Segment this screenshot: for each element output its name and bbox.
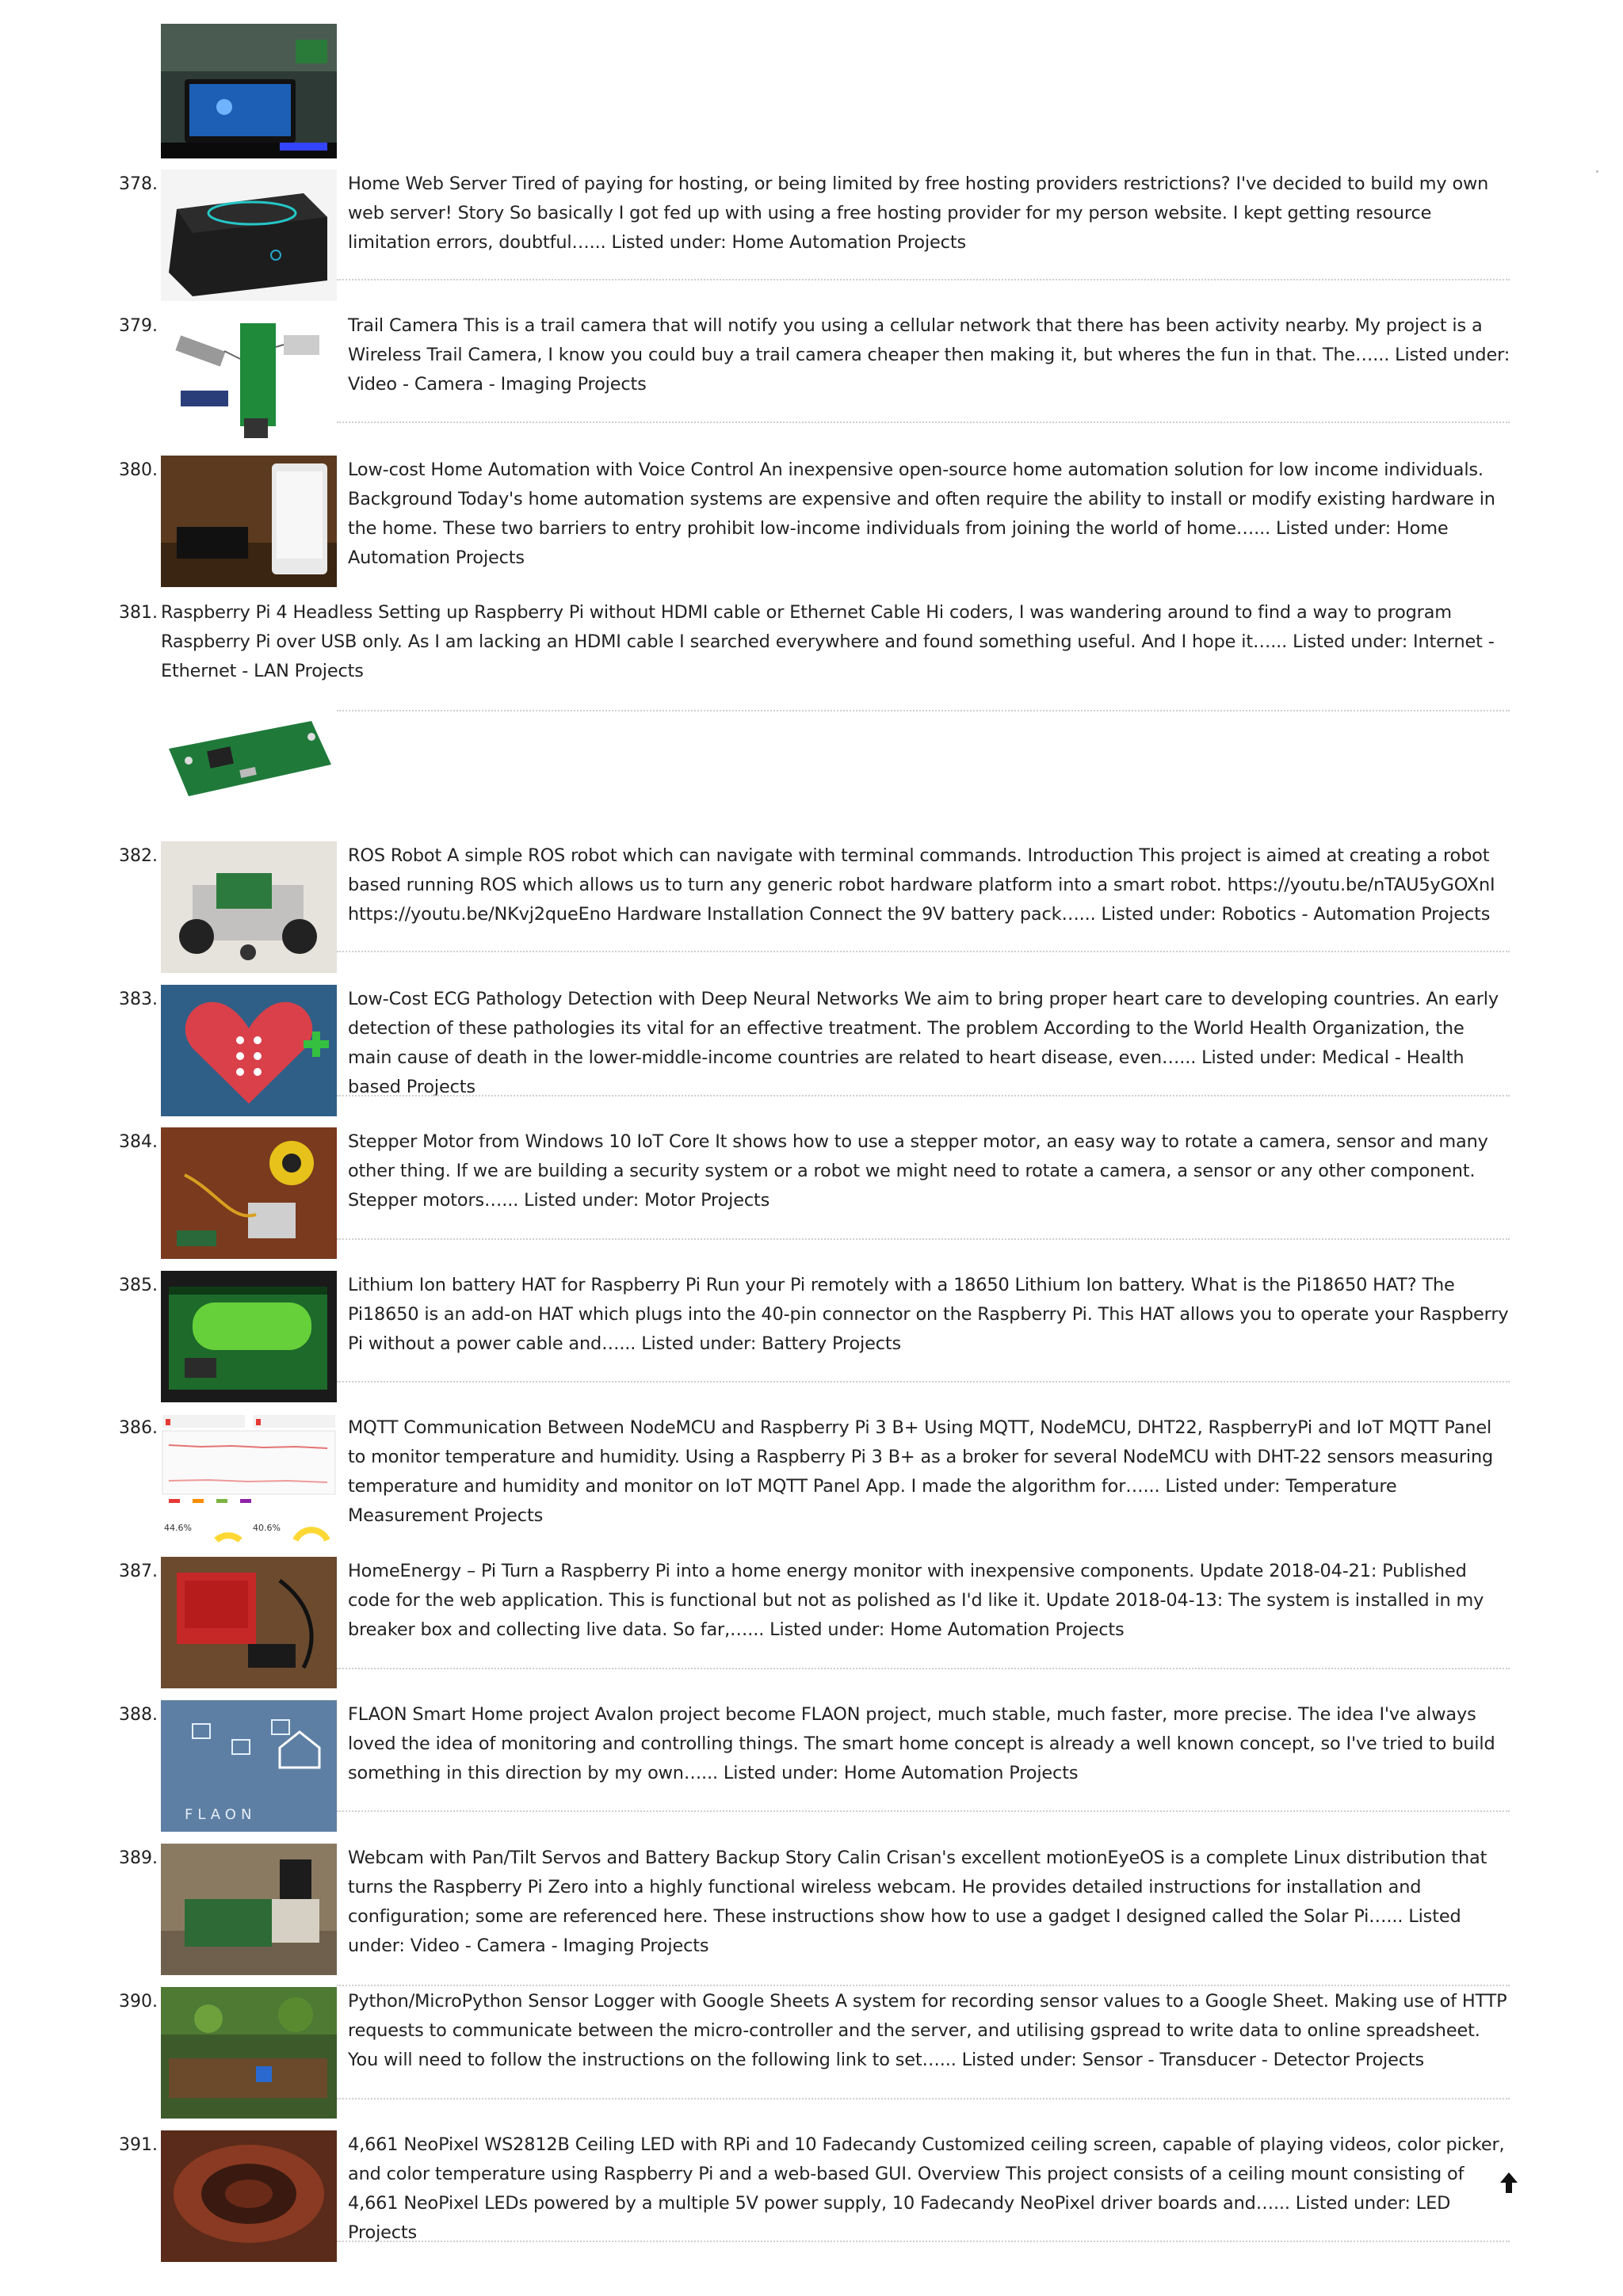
list-item-number: 391.	[119, 2135, 158, 2155]
decorative-dot	[1596, 170, 1598, 173]
project-thumbnail[interactable]	[161, 1987, 337, 2119]
list-item-description: ROS Robot A simple ROS robot which can navigate with terminal commands. Introduction This project is aimed at creating a robot based running ROS which allows us to turn any generic robot hardware platform into a smart robot. https://youtu.be/nTAU5yGOXnI https://youtu.be/NKvj2queEno Hardware Installation Connect the 9V battery pack…... Listed under: Robotics - Automation Projects	[348, 845, 1495, 925]
list-item-description: Raspberry Pi 4 Headless Setting up Raspberry Pi without HDMI cable or Ethernet Cable Hi coders, I was wandering around to find a way to program Raspberry Pi over USB only. As I am lacking an HDMI cable I searched everywhere and found something useful. And I hope it…... Listed under: Internet - Ethernet - LAN Projects	[161, 602, 1495, 681]
list-item-number: 390.	[119, 1992, 158, 2012]
list-item-number: 378.	[119, 174, 158, 194]
list-item-description: Trail Camera This is a trail camera that will notify you using a cellular network that there has been activity nearby. My project is a Wireless Trail Camera, I know you could buy a trail camera cheaper then making it, but wheres the fun in that. The…... Listed under: Video - Camera - Imaging Projects	[348, 315, 1510, 395]
project-thumbnail[interactable]	[161, 985, 337, 1116]
item-divider	[337, 279, 1510, 280]
project-thumbnail[interactable]	[161, 1413, 337, 1545]
project-thumbnail[interactable]	[161, 456, 337, 587]
list-item-description: Lithium Ion battery HAT for Raspberry Pi Run your Pi remotely with a 18650 Lithium Ion battery. What is the Pi18650 HAT? The Pi18650 is an add-on HAT which plugs into the 40-pin connector on the Raspberry Pi. This HAT allows you to operate your Raspberry Pi without a power cable and…... Listed under: Battery Projects	[348, 1275, 1509, 1354]
item-divider	[337, 1985, 1510, 1986]
item-divider	[337, 710, 1510, 711]
list-item-description: 4,661 NeoPixel WS2812B Ceiling LED with RPi and 10 Fadecandy Customized ceiling screen, capable of playing videos, color picker, and color temperature using Raspberry Pi and a web-based GUI. Overview This project consists of a ceiling mount consisting of 4,661 NeoPixel LEDs powered by a multiple 5V power supply, 10 Fadecandy NeoPixel driver boards and…... Listed under: LED Projects	[348, 2134, 1505, 2243]
list-item-description: Python/MicroPython Sensor Logger with Google Sheets A system for recording sensor values to a Google Sheet. Making use of HTTP requests to communicate between the micro-controller and the server, and utilising gspread to write data to online spreadsheet. You will need to follow the instructions on the following link to set…... Listed under: Sensor - Transducer - Detector Projects	[348, 1991, 1507, 2070]
list-item-number: 385.	[119, 1276, 158, 1295]
project-thumbnail[interactable]	[161, 1127, 337, 1259]
room2-reading: 40.6%	[253, 1523, 281, 1533]
room1-reading: 44.6%	[164, 1523, 192, 1533]
arrow-up-icon	[1499, 2171, 1519, 2195]
back-to-top-button[interactable]	[1499, 2171, 1519, 2195]
list-item-number: 388.	[119, 1705, 158, 1725]
list-item-description: MQTT Communication Between NodeMCU and Raspberry Pi 3 B+ Using MQTT, NodeMCU, DHT22, RaspberryPi and IoT MQTT Panel to monitor temperature and humidity. Using a Raspberry Pi 3 B+ as a broker for several NodeMCU with DHT-22 sensors measuring temperature and humidity and monitor on IoT MQTT Panel App. I made the algorithm for…... Listed under: Temperature Measurement Projects	[348, 1417, 1494, 1526]
project-thumbnail[interactable]	[161, 170, 337, 301]
project-thumbnail[interactable]	[161, 713, 337, 816]
list-item-description: Stepper Motor from Windows 10 IoT Core It shows how to use a stepper motor, an easy way to rotate a camera, sensor and many other thing. If we are building a security system or a robot we might need to rotate a camera, a sensor or any other component. Stepper motors…... Listed under: Motor Projects	[348, 1131, 1488, 1211]
item-divider	[337, 1810, 1510, 1812]
list-item-description: Home Web Server Tired of paying for hosting, or being limited by free hosting providers restrictions? I've decided to build my own web server! Story So basically I got fed up with using a free hosting provider for my person website. I kept getting resource limitation errors, doubtful…... Listed under: Home Automation Projects	[348, 174, 1489, 253]
list-item-description: FLAON Smart Home project Avalon project become FLAON project, much stable, much faster, more precise. The idea I've always loved the idea of monitoring and controlling things. The smart home concept is already a well known concept, so I've tried to build something in this direction by my own…... Listed under: Home Automation Projects	[348, 1704, 1495, 1783]
item-divider	[337, 1095, 1510, 1097]
item-divider	[337, 2098, 1510, 2100]
project-thumbnail[interactable]	[161, 311, 337, 443]
project-thumbnail[interactable]	[161, 24, 337, 158]
item-divider	[337, 421, 1510, 423]
project-thumbnail[interactable]	[161, 1844, 337, 1975]
list-item-number: 386.	[119, 1418, 158, 1438]
flaon-logo-text: FLAON	[185, 1806, 257, 1823]
list-item-description: HomeEnergy – Pi Turn a Raspberry Pi into a home energy monitor with inexpensive components. Update 2018-04-21: Published code for the web application. This is functional but not as polished as I'd like it. Update 2018-04-13: The system is installed in my breaker box and collecting live data. So far,…... Listed under: Home Automation Projects	[348, 1561, 1484, 1640]
item-divider	[337, 1238, 1510, 1240]
project-thumbnail[interactable]	[161, 1557, 337, 1688]
list-item-number: 381.	[119, 603, 158, 623]
item-divider	[337, 1668, 1510, 1669]
item-divider	[337, 1381, 1510, 1383]
list-item-number: 383.	[119, 990, 158, 1009]
list-item-description: Low-Cost ECG Pathology Detection with Deep Neural Networks We aim to bring proper heart care to developing countries. An early detection of these pathologies its vital for an effective treatment. The problem According to the World Health Organization, the main cause of death in the lower-middle-income countries are related to heart disease, even…... Listed under: Medical - Health based Projects	[348, 989, 1499, 1097]
project-thumbnail[interactable]	[161, 1271, 337, 1402]
list-item-description: Webcam with Pan/Tilt Servos and Battery Backup Story Calin Crisan's excellent motionEyeOS is a complete Linux distribution that turns the Raspberry Pi Zero into a highly functional wireless webcam. He provides detailed instructions for installation and configuration; some are referenced here. These instructions show how to use a gadget I designed called the Solar Pi…... Listed under: Video - Camera - Imaging Projects	[348, 1848, 1487, 1956]
list-item-number: 389.	[119, 1848, 158, 1868]
project-thumbnail[interactable]	[161, 841, 337, 973]
list-item-number: 382.	[119, 846, 158, 866]
item-divider	[337, 2241, 1510, 2242]
list-item-number: 380.	[119, 460, 158, 480]
project-thumbnail[interactable]	[161, 2130, 337, 2262]
list-item-number: 379.	[119, 316, 158, 336]
list-item-number: 384.	[119, 1132, 158, 1152]
list-item-number: 387.	[119, 1562, 158, 1581]
project-thumbnail[interactable]	[161, 1700, 337, 1832]
item-divider	[337, 951, 1510, 952]
list-item-description: Low-cost Home Automation with Voice Control An inexpensive open-source home automation solution for low income individuals. Background Today's home automation systems are expensive and often require the ability to install or modify existing hardware in the home. These two barriers to entry prohibit low-income individuals from joining the world of home…... Listed under: Home Automation Projects	[348, 460, 1495, 568]
